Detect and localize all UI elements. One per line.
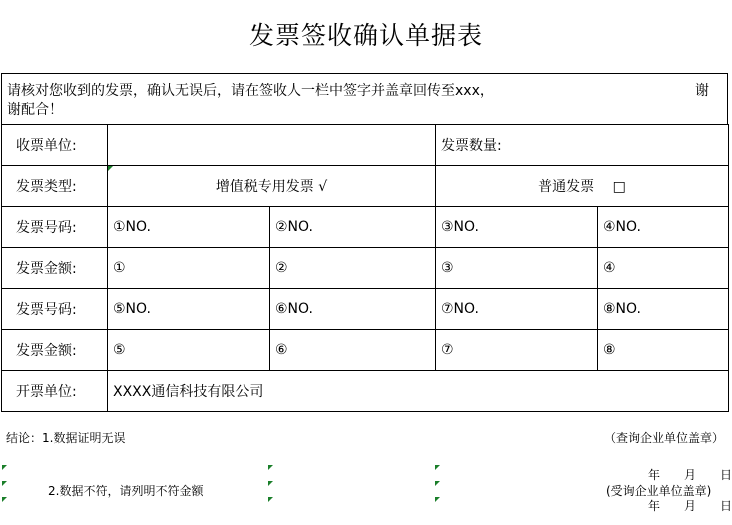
- vat-invoice-text: 增值税专用发票 √: [215, 179, 328, 195]
- issuer-field[interactable]: XXXX通信科技有限公司: [108, 371, 729, 412]
- number-label: 发票号码:: [2, 207, 108, 248]
- cell-marker-icon: [108, 166, 113, 171]
- invoice-amount-8[interactable]: ⑧: [598, 330, 729, 371]
- notice-box: [1, 73, 728, 125]
- cell-marker-icon: [435, 465, 440, 470]
- receiver-field[interactable]: [108, 125, 436, 166]
- issuer-label: 开票单位:: [2, 371, 108, 412]
- invoice-amount-5[interactable]: ⑤: [108, 330, 270, 371]
- date-line-2: 年 月 日: [648, 499, 732, 513]
- table-row: [2, 371, 729, 412]
- notice-line-2: 谢配合！: [7, 102, 63, 118]
- cell-marker-icon: [268, 497, 273, 502]
- invoice-amount-4[interactable]: ④: [598, 248, 729, 289]
- notice-line-1-end: 谢: [695, 83, 709, 99]
- cell-marker-icon: [2, 465, 7, 470]
- amount-label: 发票金额:: [2, 248, 108, 289]
- invoice-number-6[interactable]: ⑥NO.: [270, 289, 436, 330]
- cell-marker-icon: [2, 481, 7, 486]
- amount-label: 发票金额:: [2, 330, 108, 371]
- invoice-number-2[interactable]: ②NO.: [270, 207, 436, 248]
- cell-marker-icon: [268, 481, 273, 486]
- table-row: [2, 125, 729, 166]
- type-label: 发票类型:: [2, 166, 108, 207]
- page-title: 发票签收确认单据表: [248, 21, 483, 50]
- invoice-number-5[interactable]: ⑤NO.: [108, 289, 270, 330]
- invoice-amount-1[interactable]: ①: [108, 248, 270, 289]
- normal-invoice-option[interactable]: 普通发票 □: [436, 166, 729, 207]
- cell-marker-icon: [435, 481, 440, 486]
- invoice-amount-2[interactable]: ②: [270, 248, 436, 289]
- table-row: [2, 166, 729, 207]
- table-row: [2, 289, 729, 330]
- invoice-number-3[interactable]: ③NO.: [436, 207, 598, 248]
- cell-marker-icon: [2, 497, 7, 502]
- vat-invoice-option[interactable]: [108, 166, 436, 207]
- quantity-label: 发票数量:: [441, 138, 502, 154]
- invoice-number-4[interactable]: ④NO.: [598, 207, 729, 248]
- cell-marker-icon: [435, 497, 440, 502]
- table-row: [2, 330, 729, 371]
- invoice-table: [1, 124, 729, 412]
- quantity-cell: [436, 125, 729, 166]
- conclusion-1: 结论：1.数据证明无误: [6, 431, 126, 445]
- number-label: 发票号码:: [2, 289, 108, 330]
- receiver-label: 收票单位:: [2, 125, 108, 166]
- seal-query-company: （查询企业单位盖章）: [604, 431, 725, 445]
- invoice-number-7[interactable]: ⑦NO.: [436, 289, 598, 330]
- invoice-amount-7[interactable]: ⑦: [436, 330, 598, 371]
- notice-line-1: 请核对您收到的发票，确认无误后，请在签收人一栏中签字并盖章回传至xxx，: [7, 83, 494, 99]
- conclusion-2: 2.数据不符，请列明不符金额: [48, 484, 204, 498]
- date-line-1: 年 月 日: [648, 468, 732, 482]
- table-row: [2, 207, 729, 248]
- table-row: [2, 248, 729, 289]
- seal-queried-company: (受询企业单位盖章): [606, 484, 712, 498]
- invoice-amount-3[interactable]: ③: [436, 248, 598, 289]
- cell-marker-icon: [268, 465, 273, 470]
- invoice-number-1[interactable]: ①NO.: [108, 207, 270, 248]
- invoice-number-8[interactable]: ⑧NO.: [598, 289, 729, 330]
- invoice-amount-6[interactable]: ⑥: [270, 330, 436, 371]
